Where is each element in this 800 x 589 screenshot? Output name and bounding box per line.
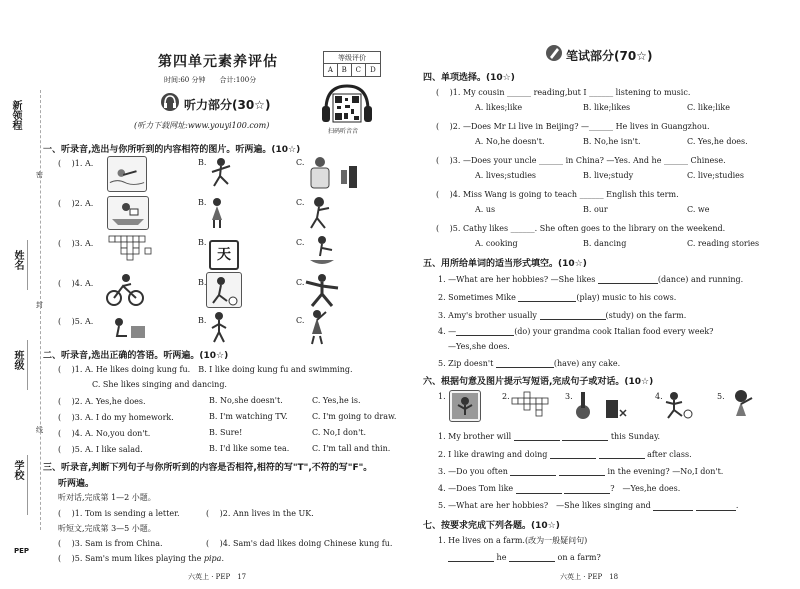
sec2-q4-b: B. Sure!: [209, 428, 243, 437]
sec3-q5-end: .: [221, 554, 224, 563]
sec4-q1-b: B. like;likes: [583, 103, 631, 112]
sec6-q4: [438, 483, 680, 494]
sec7-title: 七、按要求完成下列各题。(10☆): [423, 521, 560, 531]
sec2-q4-a: ( )4. A. No,you don't.: [58, 429, 151, 438]
written-header: 笔试部分(70☆): [566, 49, 653, 63]
sec6-pic3b-instrument[interactable]: [602, 390, 628, 420]
sec1-title: 一、听录音,选出与你所听到的内容相符的图片。听两遍。(10☆): [43, 145, 301, 155]
sec5-q2: [438, 292, 676, 302]
sec6-pic2-num: 2.: [502, 392, 510, 401]
school-writing-line: [27, 455, 28, 515]
page-title: 第四单元素养评估: [158, 54, 278, 70]
exam-meta: 时间:60 分钟 合计:100分: [164, 76, 257, 84]
sec7-blank1[interactable]: [448, 552, 494, 562]
sec4-q4-c: C. we: [687, 205, 710, 214]
class-writing-line: [27, 340, 28, 390]
sec3-intro2: 听短文,完成第 3—5 小题。: [58, 524, 156, 533]
sec6-q4-blank1[interactable]: [516, 484, 562, 494]
sec4-q3: ( )3. —Does your uncle ______ in China? —Yes. And he ______ Chinese.: [436, 156, 726, 165]
sec5-q2-pre: 2. Sometimes Mike: [438, 293, 519, 302]
pic-4b-playing-football[interactable]: [206, 272, 242, 308]
sec2-q5-b: B. I'd like some tea.: [209, 444, 290, 453]
sec3-q2: ( )2. Ann lives in the UK.: [206, 509, 314, 518]
sec2-q5-c: C. I'm tall and thin.: [312, 444, 391, 453]
sec1-q5-c: C.: [296, 316, 305, 325]
sec4-q5: ( )5. Cathy likes ______. She often goes to the library on the weekend.: [436, 224, 726, 233]
school-label: 学校: [12, 460, 23, 480]
pic-2b-girl-standing[interactable]: [206, 196, 228, 230]
sec6-q1-post: this Sunday.: [610, 432, 661, 441]
sec5-q3-blank[interactable]: [540, 310, 606, 320]
sec5-q1: [438, 274, 743, 284]
sec1-q4-num: ( )4. A.: [58, 279, 94, 288]
sec6-q5-pre: 5. —What are her hobbies?: [438, 501, 549, 510]
sec1-q2-num: ( )2. A.: [58, 199, 94, 208]
sec6-pic1-num: 1.: [438, 392, 446, 401]
grade-box: [323, 51, 381, 77]
sec4-q4: ( )4. Miss Wang is going to teach ______ English this term.: [436, 190, 679, 199]
pic-3c-cooking[interactable]: [306, 234, 338, 268]
sec6-q4-blank2[interactable]: [564, 484, 610, 494]
sec6-q5-post: .: [735, 501, 739, 510]
sec4-q5-b: B. dancing: [583, 239, 627, 248]
sec4-q1: ( )1. My cousin ______ reading,but I ______ listening to music.: [436, 88, 691, 97]
sec2-q5-a: ( )5. A. I like salad.: [58, 445, 143, 454]
sec6-q2-blank1[interactable]: [550, 449, 596, 459]
sec2-q2-a: ( )2. A. Yes,he does.: [58, 397, 146, 406]
sec5-q1-pre: 1. —What are her hobbies? —She likes: [438, 275, 598, 284]
sec6-q2-post: after class.: [647, 450, 692, 459]
sec5-q5: [438, 358, 620, 368]
sec4-q2-b: B. No,he isn't.: [583, 137, 641, 146]
sec4-q3-c: C. live;studies: [687, 171, 744, 180]
sec6-q2-pre: 2. I like drawing and doing: [438, 450, 548, 459]
sec6-q4-pre: 4. —Does Tom like: [438, 484, 514, 493]
sec1-q5-b: B.: [198, 316, 207, 325]
sec3-q1: ( )1. Tom is sending a letter.: [58, 509, 180, 518]
sec3-intro1: 听对话,完成第 1—2 小题。: [58, 493, 156, 502]
pic-5a-watching-tv[interactable]: [107, 312, 147, 344]
sec6-q3-post: in the evening?: [607, 467, 670, 476]
sec3-title-cont: 听两遍。: [58, 479, 95, 489]
sec4-q4-a: A. us: [475, 205, 496, 214]
grade-a: A: [324, 64, 338, 77]
listening-header: 听力部分(30☆): [184, 98, 271, 112]
sec5-q1-blank[interactable]: [598, 274, 658, 284]
sec1-q5-num: ( )5. A.: [58, 317, 94, 326]
sec5-q3-pre: 3. Amy's brother usually: [438, 311, 540, 320]
sec1-q3-c: C.: [296, 238, 305, 247]
sec7-he: he: [496, 553, 507, 562]
sec6-q3-reply: —No,I don't.: [672, 467, 724, 476]
sec6-q2-blank2[interactable]: [599, 449, 645, 459]
pic-3b-chinese-character[interactable]: [209, 240, 239, 270]
sec6-pic3-num: 3.: [565, 392, 573, 401]
side-brand-label: 新领程: [10, 100, 21, 130]
sec5-q1-post: (dance) and running.: [657, 275, 744, 284]
sec5-q4-pre: 4. —: [438, 327, 457, 336]
pep-mark: PEP: [14, 547, 30, 555]
sec6-q1-pre: 1. My brother will: [438, 432, 512, 441]
sec6-q4-reply: —Yes,he does.: [622, 484, 681, 493]
tian-character: 天: [217, 247, 231, 263]
sec7-blank2[interactable]: [509, 552, 555, 562]
pic-5b-boy[interactable]: [208, 310, 230, 344]
qr-headphones-icon: [320, 84, 374, 128]
sec4-q2: ( )2. —Does Mr Li live in Beijing? —______ He lives in Guangzhou.: [436, 122, 710, 131]
grade-c: C: [351, 64, 365, 77]
sec5-q4-post: (do) your grandma cook Italian food every week?: [514, 327, 714, 336]
sec6-q5-blank1[interactable]: [653, 501, 693, 511]
sec6-pic2-crossword[interactable]: [510, 390, 552, 420]
seam-mi: 密: [36, 171, 43, 179]
sec1-q4-b: B.: [198, 278, 207, 287]
sec2-q3-c: C. I'm going to draw.: [312, 412, 397, 421]
sec6-pic4-football[interactable]: [662, 390, 694, 420]
sec1-q2-c: C.: [296, 198, 305, 207]
sec6-q2: [438, 449, 692, 459]
sec3-q5: [58, 553, 224, 564]
grade-box-header: 等级评价: [324, 52, 381, 64]
sec5-q5-pre: 5. Zip doesn't: [438, 359, 496, 368]
sec4-title: 四、单项选择。(10☆): [423, 73, 515, 83]
qr-code[interactable]: [320, 84, 374, 136]
pic-2c-boy-singing[interactable]: [305, 196, 333, 230]
pic-1a-swimming[interactable]: [107, 156, 147, 192]
pic-4c-kung-fu[interactable]: [302, 272, 342, 308]
left-page-footer: 六英上 · PEP 17: [188, 573, 247, 581]
sec3-q5-text: ( )5. Sam's mum likes playing the: [58, 554, 204, 563]
sec1-q1-b: B.: [198, 158, 207, 167]
grade-d: D: [365, 64, 380, 77]
sec5-q5-blank[interactable]: [496, 358, 554, 368]
right-page-footer: 六英上 · PEP 18: [560, 573, 619, 581]
sec6-q5-blank2[interactable]: [696, 501, 736, 511]
seam-feng: 封: [36, 301, 43, 309]
sec7-post: on a farm?: [557, 553, 601, 562]
sec6-q5-reply: —She likes singing and: [556, 501, 651, 510]
sec5-title: 五、用所给单词的适当形式填空。(10☆): [423, 259, 587, 269]
sec6-pic3-pipa[interactable]: [572, 390, 594, 420]
sec6-pic4-num: 4.: [655, 392, 663, 401]
sec2-q4-c: C. No,I don't.: [312, 428, 367, 437]
sec1-q3-num: ( )3. A.: [58, 239, 94, 248]
sec2-q3-b: B. I'm watching TV.: [209, 412, 288, 421]
sec6-q3-blank1[interactable]: [510, 466, 556, 476]
pic-2a-reading-in-boat[interactable]: [107, 196, 149, 230]
sec4-q2-c: C. Yes,he does.: [687, 137, 748, 146]
sec3-title: 三、听录音,判断下列句子与你所听到的内容是否相符,相符的写"T",不符的写"F"。: [43, 463, 373, 473]
sec3-q4: ( )4. Sam's dad likes doing Chinese kung fu.: [206, 539, 393, 548]
sec6-pic5-num: 5.: [717, 392, 725, 401]
sec4-q3-b: B. live;study: [583, 171, 634, 180]
sec4-q5-c: C. reading stories: [687, 239, 760, 248]
seal-line: [40, 90, 41, 530]
sec4-q1-a: A. likes;like: [475, 103, 523, 112]
sec6-title: 六、根据句意及图片提示写短语,完成句子或对话。(10☆): [423, 377, 654, 387]
sec6-q4-post: ?: [610, 484, 615, 493]
qr-caption: 扫码听音音: [328, 128, 359, 135]
sec5-q5-post: (have) any cake.: [553, 359, 621, 368]
pencil-mascot-icon: [545, 44, 563, 62]
sec6-q1: [438, 431, 660, 441]
sec5-q2-blank[interactable]: [518, 292, 576, 302]
seam-xian: 线: [36, 426, 43, 434]
sec6-q1-blank2[interactable]: [562, 431, 608, 441]
sec5-q4-blank[interactable]: [456, 326, 514, 336]
sec4-q1-c: C. like;like: [687, 103, 731, 112]
sec6-pic5-singing[interactable]: [726, 388, 756, 422]
pic-5c-dancing[interactable]: [304, 308, 330, 346]
sec2-q2-b: B. No,she doesn't.: [209, 396, 283, 405]
sec6-q3-blank2[interactable]: [559, 466, 605, 476]
sec4-q3-a: A. lives;studies: [475, 171, 537, 180]
pic-1c-playing-pipa[interactable]: [305, 154, 363, 190]
headphone-badge-icon: [160, 92, 180, 112]
sec5-q4-reply: —Yes,she does.: [448, 342, 510, 351]
name-writing-line: [27, 240, 28, 290]
sec6-q5: [438, 500, 738, 511]
pic-1b-running[interactable]: [208, 156, 234, 190]
sec5-q3: [438, 310, 686, 320]
sec5-q3-post: (study) on the farm.: [605, 311, 687, 320]
sec4-q5-a: A. cooking: [475, 239, 518, 248]
sec2-q3-a: ( )3. A. I do my homework.: [58, 413, 174, 422]
sec7-q1: 1. He lives on a farm.(改为一般疑问句): [438, 536, 588, 545]
sec3-q5-pipa: pipa: [203, 554, 222, 563]
sec5-q4: [438, 326, 713, 336]
sec6-q3: [438, 466, 723, 476]
download-note: (听力下载网址:www.youyi100.com): [134, 121, 270, 130]
pic-4a-cycling[interactable]: [105, 272, 145, 306]
sec3-q3: ( )3. Sam is from China.: [58, 539, 163, 548]
sec7-q1-answer: [448, 552, 601, 562]
sec1-q4-c: C.: [296, 278, 305, 287]
sec1-q3-b: B.: [198, 238, 207, 247]
sec6-pic1-climbing[interactable]: [449, 390, 481, 422]
sec6-q1-blank1[interactable]: [514, 431, 560, 441]
sec1-q1-c: C.: [296, 158, 305, 167]
sec2-title: 二、听录音,选出正确的答语。听两遍。(10☆): [43, 351, 229, 361]
sec1-q1-num: ( )1. A.: [58, 159, 94, 168]
sec4-q4-b: B. our: [583, 205, 608, 214]
sec2-q2-c: C. Yes,he is.: [312, 396, 361, 405]
sec5-q2-post: (play) music to his cows.: [576, 293, 677, 302]
pic-3a-crossword[interactable]: [107, 234, 157, 264]
sec4-q2-a: A. No,he doesn't.: [475, 137, 545, 146]
class-label: 班级: [12, 350, 23, 370]
sec2-q1-c: C. She likes singing and dancing.: [92, 380, 227, 389]
sec6-q3-pre: 3. —Do you often: [438, 467, 508, 476]
sec2-q1-ab: ( )1. A. He likes doing kung fu. B. I like doing kung fu and swimming.: [58, 365, 353, 374]
grade-b: B: [337, 64, 351, 77]
name-label: 姓名: [12, 250, 23, 270]
sec1-q2-b: B.: [198, 198, 207, 207]
